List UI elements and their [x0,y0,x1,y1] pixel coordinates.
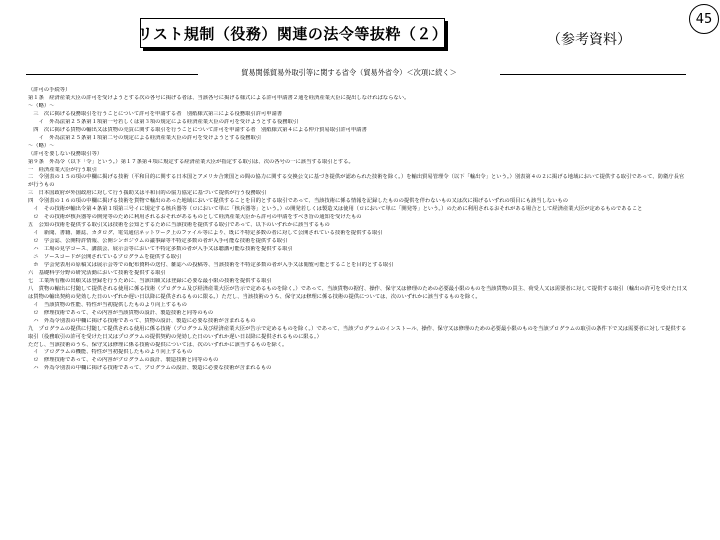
text-line: イ 新聞、書籍、雑誌、カタログ、電気通信ネットワーク上のファイル等により、既に不特定多数の者に対して公開されている技術を提供する取引 [28,230,383,237]
text-line: ハ 外為令別表の中欄に掲げる技術であって、プログラムの設計、製造に必要な技術が含まれるもの [28,365,272,372]
text-line: ～（略）～ [28,102,55,109]
text-line: 二 令別表の１５の項の中欄に掲げる技術（平和目的に関する日本国とアメリカ合衆国との間の協力に関する交換公文に基づき提供が認められた技術を除く。）を輸出貿易管理令（以下「輸出令」という。）別表第４の２に掲げる地域において提供する取引であって、防衛庁長官が行うもの [28,174,685,189]
text-line: 四 次に掲げる貨物の輸出又は貨物の売買に関する取引を行うことについて許可を申請する者 別紙様式第４による仲介貿易取引許可申請書 [28,126,367,133]
text-line: 第９条 外為令（以下「令」という。）第１７条第４項に規定する経済産業大臣が指定する取引は、次の各号の一に該当する取引とする。 [28,158,354,165]
text-line: イ 外為法第２５条第１項第一号若しくは第３項の規定による経済産業大臣の許可を受けようとする役務取引 [28,118,299,125]
text-line: 三 日本国政府が外国政府に対して行う援助又は平和目的の協力協定に基づいて提供が行う役務取引 [28,190,267,197]
text-line: イ 当該貨物の性能、特性が当初提供したものより向上するもの [28,301,187,308]
title-box [137,18,448,48]
text-line: 七 工業所有権の出願又は登録を行うために、当該出願又は登録に必要な最小限の技術を提供する取引 [28,277,272,284]
text-line: ロ 修理技術であって、その内容が当該貨物の設計、製造技術と同等のもの [28,309,214,316]
reference-label: （参考資料） [547,32,631,48]
text-line: 第１条 経済産業大臣の許可を受けようとする次の各号に掲げる者は、当該各号に掲げる様式による許可申請書２通を経済産業大臣に提出しなければならない。 [28,94,410,101]
text-line: （許可を要しない役務取引等） [28,150,103,157]
document-title: リスト規制（役務）関連の法令等抜粋（２） [137,24,448,43]
text-line: ただし、当該技術のうち、保守又は修理に係る技術の提供については、次のいずれかに該当するものを除く。 [28,341,288,348]
text-line: ハ 工場の見学コース、講演会、展示会等において不特定多数の者が入手又は聴講可能な技術を提供する取引 [28,246,293,253]
page-number: 45 [695,11,713,27]
text-line: イ その技術が輸出令第４条第１項第三号イに規定する核兵器等（ロにおいて単に「核兵器等」という。）の開発若しくは製造又は使用（ロにおいて単に「開発等」という。）のために利用されるおそれがある場合として経済産業大臣が定めるものであること [28,206,643,213]
text-line: ホ 学会発表用の原稿又は展示会等での配布資料の送付、雑誌への投稿等、当該技術を不特定多数の者が入手又は閲覧可能とすることを目的とする取引 [28,261,394,268]
text-line: 三 次に掲げる役務取引を行うことについて許可を申請する者 別紙様式第三による役務取引許可申請書 [28,110,283,117]
text-line: ロ 学会誌、公開特許情報、公開シンポジウムの議事録等不特定多数の者が入手可能な技術を提供する取引 [28,238,288,245]
text-line: 四 令別表の１６の項の中欄に掲げる技術を貨物で輸出のあった地域において提供することを目的とする取引であって、当該技術に係る情報を記録したものの提供を伴わないもの又は次に掲げるいずれの項目にも該当しないもの [28,198,569,205]
text-line: 九 プログラムの提供に付随して提供される使用に係る技術（プログラム及び経済産業大臣が告示で定めるものを除く。）であって、当該プログラムのインストール、操作、保守又は修理のための必要最小限のものを当該プログラムの取引の条件下で又は需要者に対して提供する取引（役務取引の許可を受けた日又はプログラムの提供契約の発効した日のいずれか遅い日以降に提供されるものに限る。） [28,325,687,340]
text-line: （許可の手続等） [28,87,71,93]
text-line: 一 経済産業大臣が行う取引 [28,166,97,173]
text-line: ニ ソースコードが公開されているプログラムを提供する取引 [28,254,182,261]
text-line: ロ その技術が核兵器等の開発等のために利用されるおそれがあるものとして経済産業大臣から許可の申請をすべき旨の通知を受けたもの [28,214,362,221]
law-text-body [28,87,688,373]
text-line: イ プログラムの機能、特性が当初提供したものより向上するもの [28,349,193,356]
text-line: ～（略）～ [28,142,55,149]
text-line: 六 基礎科学分野の研究活動において技術を提供する取引 [28,269,166,276]
text-line: 八 貨物の輸出に付随して提供される使用に係る技術（プログラム及び経済産業大臣が告示で定めるものを除く。）であって、当該貨物の据付、操作、保守又は修理のための必要最小限のものを当該貨物の買主、荷受人又は需要者に対して提供する取引（輸出の許可を受けた日又は貨物の輸出契約の発効した日のいずれか遅い日以降に提供されるものに限る。）ただし、当該技術のうち、保守又は修理に係る技術の提供については、次のいずれかに該当するものを除く。 [28,285,688,300]
page-number-badge [689,4,719,34]
text-line: イ 外為法第２５条第１項第二号の規定による経済産業大臣の許可を受けようとする役務取引 [28,134,262,141]
heading-rule-right [500,74,686,75]
section-heading: 貿易関係貿易外取引等に関する省令（貿易外省令）＜次項に続く＞ [241,68,457,77]
text-line: 五 公知の技術を提供する取引又は技術を公知とするために当該技術を提供する取引であって、以下のいずれかに該当するもの [28,222,330,229]
text-line: ロ 修理技術であって、その内容がプログラムの設計、製造技術と同等のもの [28,357,219,364]
heading-rule-left [26,74,198,75]
text-line: ハ 外為令別表の中欄に掲げる技術であって、貨物の設計、製造に必要な技術が含まれるもの [28,317,256,324]
